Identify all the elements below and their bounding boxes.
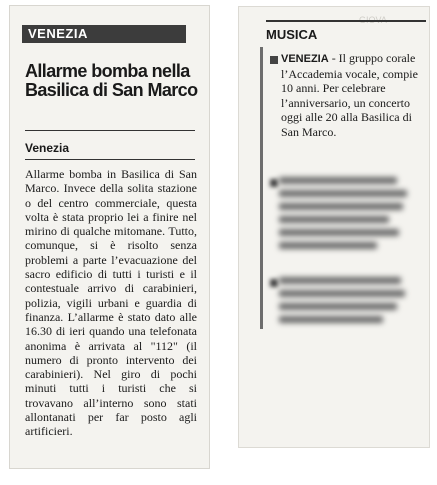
- background-bleed-text: GIOVA: [359, 15, 387, 25]
- side-rule: [260, 47, 263, 329]
- music-entry: [281, 51, 421, 139]
- article-clipping: [10, 6, 209, 468]
- section-header: [266, 20, 426, 42]
- article-body: Allarme bomba in Basilica di San Marco. Invece della solita stazione o del centro commerciale, questa volta è stata proprio lei a finire nel mirino di qualche mitomane. Tutto, comunque, si è risolto senza problemi a parte l’evacuazione del sacro edificio di tutti i turisti e il contestuale arrivo di carabinieri, polizia, vigili urbani e guardia di finanza. L’allarme è stato dato alle 16.30 di ieri quando una telefonata anonima è arrivata al "112" (il numero di pronto intervento dei carabinieri). Nel giro di pochi minuti tutti i turisti che si trovavano all’interno sono stati allontanati per far posto agli artificieri.: [25, 167, 197, 439]
- section-label: VENEZIA: [28, 26, 88, 41]
- entry-text: - Il gruppo corale l’Accademia vocale, compie 10 anni. Per celebrare l’anniversario, un concerto oggi alle 20 alla Basilica di San Marco.: [281, 51, 418, 139]
- bullet-icon: [270, 56, 278, 64]
- redacted-entry: [279, 277, 409, 329]
- redacted-entry: [279, 177, 409, 255]
- headline: Allarme bomba nella Basilica di San Marco: [25, 61, 198, 100]
- music-clipping: [239, 7, 429, 447]
- section-header-bar: [22, 25, 186, 43]
- headline-divider: [25, 130, 195, 131]
- dateline-divider: [25, 159, 195, 160]
- bullet-icon: [270, 279, 278, 287]
- dateline: Venezia: [25, 141, 70, 155]
- bullet-icon: [270, 179, 278, 187]
- entry-lead: VENEZIA: [281, 53, 329, 65]
- section-label: MUSICA: [266, 27, 318, 42]
